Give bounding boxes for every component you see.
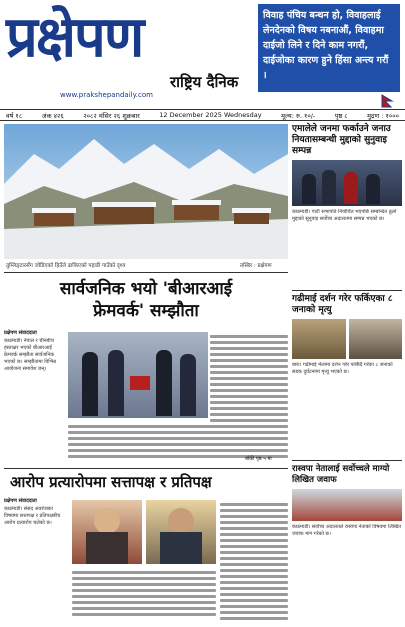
story-uml-body: काठमाडौं। पार्टी सभापति निर्वाचित भएपछि सम्बन्धित ठूलो मुद्दाको सुनुवाइ सर्वोच्च अदालतमा सम्पन्न भएको छ। [292, 209, 397, 222]
story-gadhimai-photo-1 [292, 319, 346, 359]
story-arop-byline: प्रक्षेपण संवाददाता [4, 498, 37, 504]
main-photo [4, 124, 288, 259]
story-uml-headline[interactable]: एमालेले जनमा फर्काउने जनाउ नियतासम्बन्धी मुद्दाको सुनुवाइ सम्पन्न [292, 124, 391, 156]
story-gadhimai-headline[interactable]: गढीमाई दर्शन गरेर फर्किएका ८ जनाको मृत्यु [292, 294, 393, 315]
date-np: २०८२ मंसिर २६ शुक्रबार [83, 111, 140, 120]
story-bri-photo [68, 332, 208, 418]
story-bri-byline: प्रक्षेपण संवाददाता [4, 330, 37, 336]
story-bri-col-3 [210, 332, 288, 431]
story-uml-photo [292, 160, 402, 206]
story-rsp-photo [292, 489, 402, 521]
story-bri [4, 278, 288, 322]
story-rsp-headline[interactable]: रास्वपा नेतालाई सर्वोच्चले माग्यो लिखित जवाफ [292, 464, 390, 485]
story-arop-photo-1 [72, 500, 142, 564]
story-gadhimai-body: बारा। गढीमाई मेलामा दर्शन गरेर फर्किँदै गरेका ८ जनाको सडक दुर्घटनामा मृत्यु भएको छ। [292, 362, 393, 375]
story-arop-col-1 [4, 498, 68, 616]
story-arop-lower-text [72, 568, 216, 619]
story-uml [292, 124, 402, 267]
story-bri-body: काठमाडौं। नेपाल र चीनबीच हस्ताक्षर भएको बीआरआई फ्रेमवर्क सम्झौता सार्वजनिक भएको छ। सम्झौतामा विभिन्न आयोजना समावेश छन्। [4, 338, 56, 372]
promo-box [258, 4, 400, 92]
story-gadhimai [292, 294, 402, 432]
story-arop-col-3 [220, 500, 288, 623]
masthead [0, 0, 405, 110]
story-bri-headline-1[interactable]: सार्वजनिक भयो 'बीआरआई [59, 279, 233, 299]
newspaper-logo: प्रक्षेपण [6, 4, 143, 70]
issue: अंक ४२६ [41, 111, 64, 120]
print-run: मुद्रण : १००० [367, 111, 399, 120]
dateline-bar [0, 109, 405, 121]
website-url[interactable]: www.prakshepandaily.com [60, 91, 153, 99]
year: वर्ष १८ [6, 111, 23, 120]
newspaper-subtitle: राष्ट्रिय दैनिक [170, 73, 239, 91]
photo-credit: तस्बिर : प्रक्षेपण [240, 263, 272, 269]
story-arop-photo-2 [146, 500, 216, 564]
story-gadhimai-photo-2 [349, 319, 402, 359]
story-rsp-body: काठमाडौं। सर्वोच्च अदालतले रास्वपा नेताको विषयमा लिखित जवाफ माग गरेको छ। [292, 524, 401, 537]
story-arop-headline[interactable]: आरोप प्रत्यारोपमा सत्तापक्ष र प्रतिपक्ष [10, 473, 212, 491]
story-rsp [292, 464, 402, 614]
nepal-flag-icon [380, 94, 394, 108]
photo-caption: तुम्लिङ्टारसँग जोडिएको हिउँले ढाकिएको पहाडी गाउँको दृश्य [6, 263, 126, 269]
story-bri-continued[interactable]: बाँकी पृष्ठ ५ मा [245, 456, 272, 462]
price: मूल्य: रु. १०/- [281, 111, 316, 120]
story-bri-col-1 [4, 330, 64, 468]
date-en: 12 December 2025 Wednesday [159, 111, 262, 119]
story-bri-headline-2[interactable]: फ्रेमवर्क' सम्झौता [93, 301, 199, 321]
promo-text: विवाह पंचिय बन्धन हो, विवाहलाई लेनदेनको विषय नबनाऔं, विवाहमा दाईजो लिने र दिने काम नगरौं, दाईजोका कारण हुने हिंसा अन्त्य गरौं । [263, 10, 389, 81]
pages: पृष्ठ ८ [334, 111, 348, 120]
story-arop-body: काठमाडौं। संसद अवरोधका विषयमा सत्तापक्ष र प्रतिपक्षबीच आरोप प्रत्यारोप चलेको छ। [4, 506, 61, 526]
